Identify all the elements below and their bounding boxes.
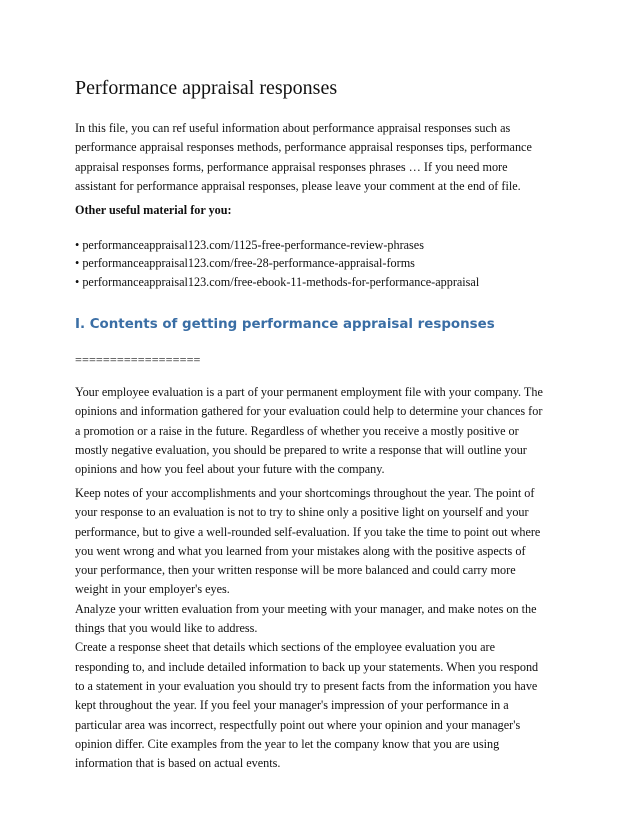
paragraph-line: opinions and information gathered for your evaluation could help to determine your chances for — [75, 404, 543, 419]
page-title: Performance appraisal responses — [75, 77, 338, 99]
useful-link-item: • performanceappraisal123.com/1125-free-performance-review-phrases — [75, 238, 424, 252]
useful-link-item: • performanceappraisal123.com/free-28-performance-appraisal-forms — [75, 256, 415, 271]
body-paragraph-2 — [75, 484, 565, 773]
paragraph-line: things that you would like to address. — [75, 621, 258, 636]
useful-links-list — [75, 236, 479, 291]
intro-line: appraisal responses forms, performance appraisal responses phrases … If you need more — [75, 159, 508, 174]
useful-material-heading: Other useful material for you: — [75, 203, 232, 217]
paragraph-line: particular area was incorrect, respectfully point out where your opinion and your manager's — [75, 717, 521, 732]
paragraph-line: opinions and how you feel about your future with the company. — [75, 462, 385, 477]
intro-paragraph — [75, 119, 565, 197]
paragraph-line: weight in your employer's eyes. — [75, 582, 230, 597]
intro-line: assistant for performance appraisal responses, please leave your comment at the end of file. — [75, 179, 521, 194]
useful-link-item: • performanceappraisal123.com/free-ebook-11-methods-for-performance-appraisal — [75, 274, 480, 289]
paragraph-line: Your employee evaluation is a part of your permanent employment file with your company. The — [75, 385, 543, 399]
paragraph-line: mostly negative evaluation, you should be prepared to write a response that will outline your — [75, 442, 527, 457]
paragraph-line: performance, but to give a well-rounded self-evaluation. If you take the time to point out where — [75, 524, 541, 539]
paragraph-line: your performance, then your written response will be more balanced and could carry more — [75, 563, 516, 578]
paragraph-line: responding to, and include detailed information to back up your statements. When you respond — [75, 659, 539, 674]
body-paragraph-1 — [75, 383, 565, 479]
paragraph-line: opinion differ. Cite examples from the year to let the company know that you are using — [75, 736, 500, 751]
paragraph-line: a promotion or a raise in the future. Regardless of whether you receive a mostly positive or — [75, 423, 519, 438]
section-heading: I. Contents of getting performance appraisal responses — [75, 317, 495, 332]
paragraph-line: to a statement in your evaluation you should try to present facts from the information you have — [75, 678, 538, 693]
paragraph-line: information that is based on actual events. — [75, 756, 281, 771]
separator-line: ================== — [75, 353, 201, 367]
intro-line: performance appraisal responses methods, performance appraisal responses tips, performance — [75, 140, 532, 155]
paragraph-line: Keep notes of your accomplishments and your shortcomings throughout the year. The point of — [75, 486, 535, 500]
paragraph-line: Create a response sheet that details which sections of the employee evaluation you are — [75, 640, 495, 655]
intro-line: In this file, you can ref useful information about performance appraisal responses such as — [75, 121, 511, 135]
paragraph-line: you went wrong and what you learned from your mistakes along with the positive aspects of — [75, 543, 526, 558]
paragraph-line: kept throughout the year. If you feel your manager's impression of your performance in a — [75, 698, 509, 713]
paragraph-line: your response to an evaluation is not to try to shine only a positive light on yourself and your — [75, 505, 529, 520]
paragraph-line: Analyze your written evaluation from your meeting with your manager, and make notes on the — [75, 601, 537, 616]
